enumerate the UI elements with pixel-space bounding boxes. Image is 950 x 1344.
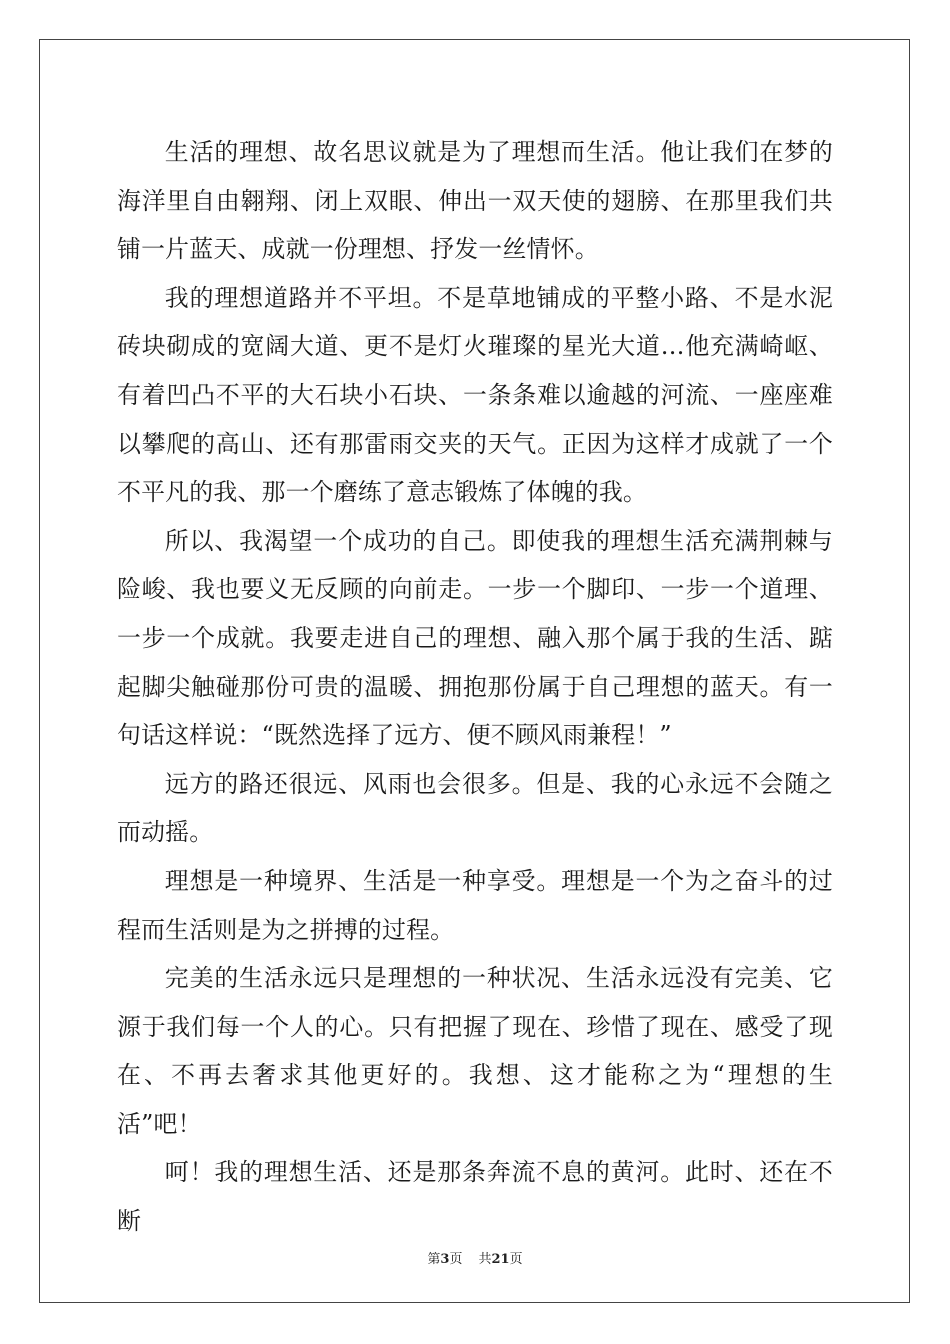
page-suffix: 页 [449,1252,463,1267]
paragraph: 所以、我渴望一个成功的自己。即使我的理想生活充满荆棘与险峻、我也要义无反顾的向前走。一步一个脚印、一步一个道理、一步一个成就。我要走进自己的理想、融入那个属于我的生活、踮起脚尖触碰那份可贵的温暖、拥抱那份属于自己理想的蓝天。有一句话这样说：“既然选择了远方、便不顾风雨兼程！” [117,526,833,750]
total-suffix: 页 [509,1252,523,1267]
total-pages: 21 [491,1252,510,1267]
paragraph: 生活的理想、故名思议就是为了理想而生活。他让我们在梦的海洋里自由翱翔、闭上双眼、伸出一双天使的翅膀、在那里我们共铺一片蓝天、成就一份理想、抒发一丝情怀。 [117,138,833,264]
paragraph: 完美的生活永远只是理想的一种状况、生活永远没有完美、它源于我们每一个人的心。只有把握了现在、珍惜了现在、感受了现在、不再去奢求其他更好的。我想、这才能称之为“理想的生活”吧！ [117,964,833,1138]
document-body [117,128,833,1246]
total-prefix: 共 [478,1252,492,1267]
paragraph: 理想是一种境界、生活是一种享受。理想是一个为之奋斗的过程而生活则是为之拼搏的过程。 [117,866,833,944]
page-number: 3 [440,1252,450,1267]
paragraph: 远方的路还很远、风雨也会很多。但是、我的心永远不会随之而动摇。 [117,769,833,847]
paragraph: 呵！我的理想生活、还是那条奔流不息的黄河。此时、还在不断 [117,1158,833,1236]
page-footer [0,1248,950,1267]
page-prefix: 第 [427,1252,441,1267]
paragraph: 我的理想道路并不平坦。不是草地铺成的平整小路、不是水泥砖块砌成的宽阔大道、更不是灯火璀璨的星光大道…他充满崎岖、有着凹凸不平的大石块小石块、一条条难以逾越的河流、一座座难以攀爬的高山、还有那雷雨交夹的天气。正因为这样才成就了一个不平凡的我、那一个磨练了意志锻炼了体魄的我。 [117,283,833,507]
